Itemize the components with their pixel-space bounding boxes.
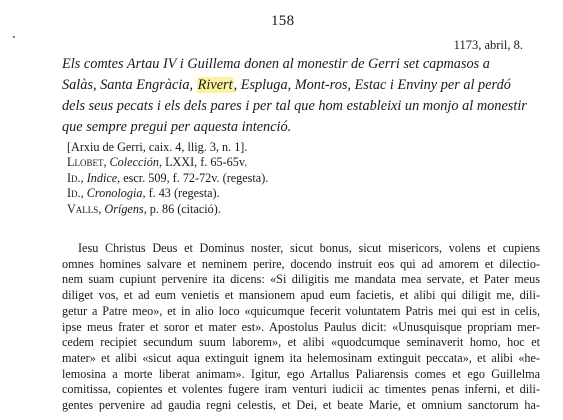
summary-line: Salàs, Santa Engràcia, Rivert, Espluga, Mont-ros, Estac i Enviny per al perdó	[62, 77, 511, 93]
latin-line: diliget vos, et ad eum venietis et mansionem apud eum facietis, et alibi qui diligit me, dili-	[62, 288, 540, 303]
latin-line: omnes homines salvare et neminem perire, docendo instruit eos qui ad amorem et dilectio-	[62, 256, 540, 271]
reference-line: Id., Cronologia, f. 43 (regesta).	[67, 186, 220, 201]
latin-line: nem suam cupiunt pervenire ita dicens: «Si diligitis me mandata mea servate, et Pater meus	[62, 272, 540, 287]
highlighted-place-name: Rivert	[197, 77, 233, 93]
latin-line: cedem recipiet secundum suum laborem», et alibi «quodcumque seminaverit homo, hoc et	[62, 335, 540, 350]
reference-line: Valls, Orígens, p. 86 (citació).	[67, 201, 221, 216]
latin-line: Iesu Christus Deus et Dominus noster, sicut bonus, sicut misericors, volens et cupiens	[78, 241, 540, 255]
latin-line: getur a Patre meo», et in alio loco «quicumque fecerit voluntatem Patris mei qui est in celis,	[62, 303, 540, 318]
scan-speck	[13, 36, 15, 38]
summary-line: Els comtes Artau IV i Guillema donen al monestir de Gerri set capmasos a	[62, 56, 490, 72]
summary-line: que sempre pregui per aquesta intenció.	[62, 119, 292, 135]
latin-line: mater» et alibi «sicut aqua extinguit ignem ita helemosinam extinguit peccata», et alibi «he-	[62, 350, 540, 365]
bibliographic-references	[67, 140, 537, 217]
reference-line: Llobet, Colección, LXXI, f. 65-65v.	[67, 155, 248, 170]
latin-line: lemosina a morte liberat animam». Igitur, ego Artallus Paliarensis comes et ego Guillelma	[62, 366, 540, 381]
latin-line: comitissa, copientes et volentes fugere iram venturi iudicii ac timentes penas inferni, et dili-	[62, 382, 540, 397]
summary-line: dels seus pecats i els dels pares i per tal que hom estableixi un monjo al monestir	[62, 98, 527, 114]
reference-line: Id., Indice, escr. 509, f. 72-72v. (regesta).	[67, 170, 269, 185]
reference-line: [Arxiu de Gerri, caix. 4, llig. 3, n. 1].	[67, 140, 248, 154]
latin-charter-text	[62, 241, 540, 414]
latin-line: gentes pervenire ad gaudia regni celestis, et Dei, et beate Marie, et omnium sanctorum ha-	[62, 398, 540, 413]
page-number: 158	[271, 13, 295, 29]
catalan-summary	[62, 54, 540, 138]
latin-line: ipse meus frater et soror et mater est». Apostolus Paulus dicit: «Unusquisque propriam mer-	[62, 319, 540, 334]
document-date: 1173, abril, 8.	[453, 38, 523, 52]
